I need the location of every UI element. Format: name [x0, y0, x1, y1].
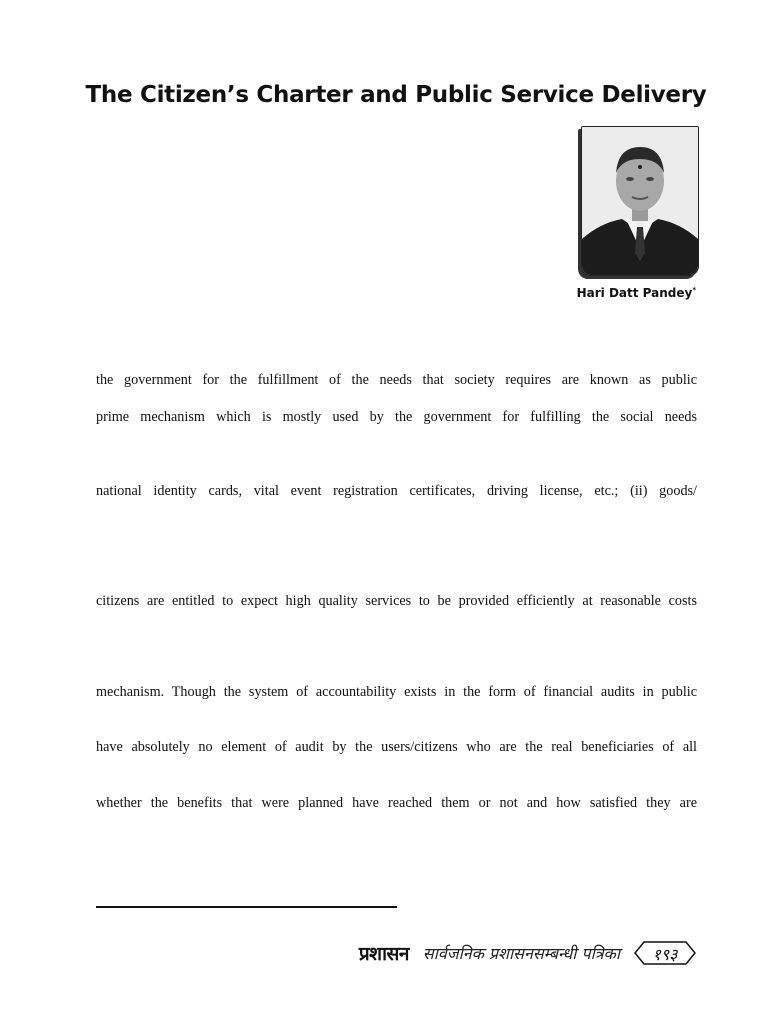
body-line: have absolutely no element of audit by the users/citizens who are the real beneficiaries of all: [96, 739, 697, 755]
journal-footer: [359, 940, 696, 966]
body-line: citizens are entitled to expect high quality services to be provided efficiently at reasonable costs: [96, 593, 697, 609]
body-line: the government for the fulfillment of the needs that society requires are known as public: [96, 372, 697, 388]
article-title: The Citizen’s Charter and Public Service Delivery: [85, 82, 707, 108]
author-photo: [581, 126, 699, 276]
journal-subtitle: सार्वजनिक प्रशासनसम्बन्धी पत्रिका: [422, 944, 620, 963]
body-line: whether the benefits that were planned have reached them or not and how satisfied they are: [96, 795, 697, 811]
page-number: १९३: [652, 945, 678, 964]
author-byline: [560, 286, 696, 300]
author-name: Hari Datt Pandey: [576, 286, 693, 300]
body-line: prime mechanism which is mostly used by the government for fulfilling the social needs: [96, 409, 697, 425]
footnote-separator: [96, 906, 397, 908]
body-line: national identity cards, vital event registration certificates, driving license, etc.; (ii) goods/: [96, 483, 697, 499]
journal-name: प्रशासन: [358, 943, 409, 965]
body-line: mechanism. Though the system of accountability exists in the form of financial audits in public: [96, 684, 697, 700]
author-footnote-mark: *: [692, 286, 696, 294]
page-number-badge: [634, 940, 696, 966]
author-portrait-image: [582, 127, 698, 275]
